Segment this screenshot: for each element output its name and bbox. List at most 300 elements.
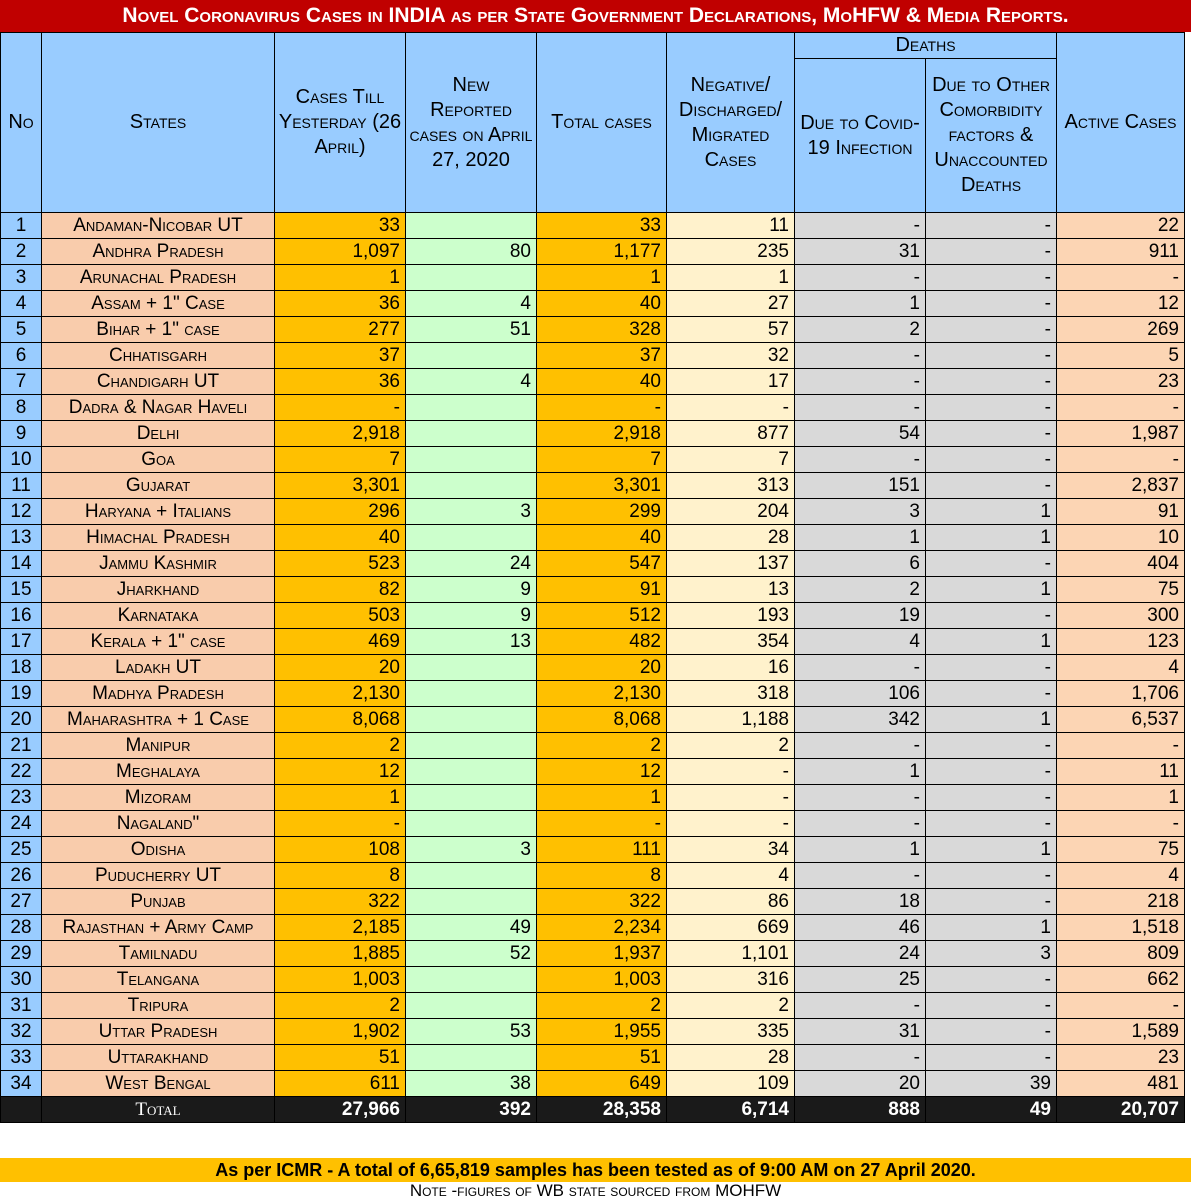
row-no: 1 — [1, 213, 42, 239]
row-negative: 11 — [667, 213, 795, 239]
row-no: 24 — [1, 811, 42, 837]
row-negative: 877 — [667, 421, 795, 447]
row-negative: 109 — [667, 1071, 795, 1097]
header-yesterday: Cases Till Yesterday (26 April) — [275, 33, 406, 213]
row-no: 5 — [1, 317, 42, 343]
table-row — [1, 239, 1185, 265]
row-death-other: - — [926, 1019, 1057, 1045]
row-death-other: - — [926, 603, 1057, 629]
row-total: 8,068 — [537, 707, 667, 733]
row-negative: 57 — [667, 317, 795, 343]
row-negative: 27 — [667, 291, 795, 317]
row-new — [406, 733, 537, 759]
row-total: 1 — [537, 785, 667, 811]
row-yesterday: - — [275, 395, 406, 421]
row-active: 10 — [1057, 525, 1185, 551]
row-active: 22 — [1057, 213, 1185, 239]
row-negative: 34 — [667, 837, 795, 863]
row-death-covid: 31 — [795, 1019, 926, 1045]
row-total: 12 — [537, 759, 667, 785]
row-total: 40 — [537, 291, 667, 317]
total-negative: 6,714 — [667, 1097, 795, 1123]
row-death-covid: - — [795, 369, 926, 395]
row-death-covid: 20 — [795, 1071, 926, 1097]
row-death-covid: - — [795, 447, 926, 473]
row-no: 29 — [1, 941, 42, 967]
row-new — [406, 993, 537, 1019]
row-death-other: 3 — [926, 941, 1057, 967]
row-yesterday: 51 — [275, 1045, 406, 1071]
row-state: Rajasthan + Army Camp — [42, 915, 275, 941]
row-active: 300 — [1057, 603, 1185, 629]
row-new: 49 — [406, 915, 537, 941]
row-no: 4 — [1, 291, 42, 317]
table-row — [1, 213, 1185, 239]
row-yesterday: 1 — [275, 785, 406, 811]
row-negative: 4 — [667, 863, 795, 889]
row-no: 17 — [1, 629, 42, 655]
row-death-covid: - — [795, 785, 926, 811]
row-total: 7 — [537, 447, 667, 473]
row-active: 809 — [1057, 941, 1185, 967]
row-no: 19 — [1, 681, 42, 707]
row-new — [406, 889, 537, 915]
row-active: 4 — [1057, 655, 1185, 681]
row-yesterday: 277 — [275, 317, 406, 343]
row-total: 547 — [537, 551, 667, 577]
table-row — [1, 395, 1185, 421]
row-no: 22 — [1, 759, 42, 785]
table-row — [1, 967, 1185, 993]
row-death-covid: 3 — [795, 499, 926, 525]
row-total: 2 — [537, 993, 667, 1019]
row-death-covid: 19 — [795, 603, 926, 629]
row-no: 23 — [1, 785, 42, 811]
row-active: 269 — [1057, 317, 1185, 343]
table-row — [1, 733, 1185, 759]
row-death-other: - — [926, 395, 1057, 421]
row-death-covid: - — [795, 811, 926, 837]
row-active: 404 — [1057, 551, 1185, 577]
row-no: 34 — [1, 1071, 42, 1097]
table-row — [1, 317, 1185, 343]
row-death-covid: - — [795, 395, 926, 421]
row-yesterday: 40 — [275, 525, 406, 551]
row-total: 1,937 — [537, 941, 667, 967]
row-active: 12 — [1057, 291, 1185, 317]
row-no: 20 — [1, 707, 42, 733]
table-row — [1, 889, 1185, 915]
row-no: 27 — [1, 889, 42, 915]
total-yesterday: 27,966 — [275, 1097, 406, 1123]
row-total: 33 — [537, 213, 667, 239]
row-negative: 28 — [667, 1045, 795, 1071]
row-active: 1,706 — [1057, 681, 1185, 707]
row-state: Tamilnadu — [42, 941, 275, 967]
row-total: 1,003 — [537, 967, 667, 993]
row-death-covid: 106 — [795, 681, 926, 707]
row-new — [406, 1045, 537, 1071]
row-death-covid: 18 — [795, 889, 926, 915]
row-yesterday: 3,301 — [275, 473, 406, 499]
table-row — [1, 811, 1185, 837]
row-death-other: 1 — [926, 915, 1057, 941]
row-active: 911 — [1057, 239, 1185, 265]
row-new — [406, 473, 537, 499]
total-label: Total — [42, 1097, 275, 1123]
row-state: Dadra & Nagar Haveli — [42, 395, 275, 421]
row-negative: 2 — [667, 733, 795, 759]
row-active: 481 — [1057, 1071, 1185, 1097]
header-states: States — [42, 33, 275, 213]
table-row — [1, 1045, 1185, 1071]
row-yesterday: 1 — [275, 265, 406, 291]
row-new: 13 — [406, 629, 537, 655]
table-row — [1, 525, 1185, 551]
row-negative: 316 — [667, 967, 795, 993]
row-state: Jammu Kashmir — [42, 551, 275, 577]
row-new: 80 — [406, 239, 537, 265]
row-death-other: - — [926, 759, 1057, 785]
row-total: 20 — [537, 655, 667, 681]
row-no: 11 — [1, 473, 42, 499]
row-no: 33 — [1, 1045, 42, 1071]
row-state: Kerala + 1" case — [42, 629, 275, 655]
row-new: 51 — [406, 317, 537, 343]
row-death-covid: 1 — [795, 291, 926, 317]
row-no: 12 — [1, 499, 42, 525]
row-total: 1,177 — [537, 239, 667, 265]
table-row — [1, 265, 1185, 291]
row-death-other: - — [926, 889, 1057, 915]
row-death-covid: - — [795, 733, 926, 759]
row-death-other: 39 — [926, 1071, 1057, 1097]
row-negative: 86 — [667, 889, 795, 915]
table-row — [1, 1019, 1185, 1045]
table-row — [1, 837, 1185, 863]
row-death-other: - — [926, 291, 1057, 317]
row-no: 14 — [1, 551, 42, 577]
row-negative: 669 — [667, 915, 795, 941]
row-active: 91 — [1057, 499, 1185, 525]
row-death-covid: - — [795, 863, 926, 889]
row-no: 30 — [1, 967, 42, 993]
table-row — [1, 629, 1185, 655]
table-row — [1, 343, 1185, 369]
row-death-covid: 54 — [795, 421, 926, 447]
row-active: 4 — [1057, 863, 1185, 889]
row-death-other: - — [926, 343, 1057, 369]
row-no: 26 — [1, 863, 42, 889]
row-negative: 1,101 — [667, 941, 795, 967]
row-state: Tripura — [42, 993, 275, 1019]
row-yesterday: 296 — [275, 499, 406, 525]
row-negative: 7 — [667, 447, 795, 473]
row-active: - — [1057, 993, 1185, 1019]
row-no: 32 — [1, 1019, 42, 1045]
row-yesterday: 37 — [275, 343, 406, 369]
row-yesterday: 469 — [275, 629, 406, 655]
table-row — [1, 681, 1185, 707]
row-total: 299 — [537, 499, 667, 525]
row-state: Arunachal Pradesh — [42, 265, 275, 291]
row-yesterday: 1,885 — [275, 941, 406, 967]
row-state: Puducherry UT — [42, 863, 275, 889]
row-yesterday: 8,068 — [275, 707, 406, 733]
table-body — [1, 213, 1185, 1097]
row-new — [406, 863, 537, 889]
cases-table — [0, 32, 1185, 1123]
table-row — [1, 785, 1185, 811]
row-negative: - — [667, 785, 795, 811]
row-negative: 28 — [667, 525, 795, 551]
table-row — [1, 603, 1185, 629]
header-active: Active Cases — [1057, 33, 1185, 213]
row-total: 2 — [537, 733, 667, 759]
row-state: Chandigarh UT — [42, 369, 275, 395]
row-new — [406, 525, 537, 551]
row-state: Delhi — [42, 421, 275, 447]
row-yesterday: 2 — [275, 733, 406, 759]
row-total: 3,301 — [537, 473, 667, 499]
row-death-covid: - — [795, 655, 926, 681]
row-death-other: - — [926, 317, 1057, 343]
row-total: 649 — [537, 1071, 667, 1097]
row-active: 662 — [1057, 967, 1185, 993]
row-no: 7 — [1, 369, 42, 395]
row-death-covid: 4 — [795, 629, 926, 655]
row-no: 10 — [1, 447, 42, 473]
row-state: Chhatisgarh — [42, 343, 275, 369]
row-state: Manipur — [42, 733, 275, 759]
row-active: - — [1057, 733, 1185, 759]
total-death-covid: 888 — [795, 1097, 926, 1123]
row-death-covid: - — [795, 993, 926, 1019]
row-no: 25 — [1, 837, 42, 863]
row-active: 5 — [1057, 343, 1185, 369]
table-row — [1, 915, 1185, 941]
table-header — [1, 33, 1185, 213]
row-new — [406, 681, 537, 707]
icmr-note: As per ICMR - A total of 6,65,819 samples has been tested as of 9:00 AM on 27 April 2020. — [0, 1158, 1191, 1182]
row-death-other: 1 — [926, 707, 1057, 733]
table-row — [1, 421, 1185, 447]
table-row — [1, 369, 1185, 395]
row-active: 123 — [1057, 629, 1185, 655]
row-negative: 137 — [667, 551, 795, 577]
row-death-other: - — [926, 421, 1057, 447]
row-negative: 313 — [667, 473, 795, 499]
row-total: - — [537, 811, 667, 837]
table-row — [1, 499, 1185, 525]
row-active: 1,987 — [1057, 421, 1185, 447]
row-death-other: - — [926, 473, 1057, 499]
row-death-other: - — [926, 733, 1057, 759]
row-negative: 16 — [667, 655, 795, 681]
row-active: - — [1057, 265, 1185, 291]
table-row — [1, 759, 1185, 785]
row-no: 16 — [1, 603, 42, 629]
row-state: Meghalaya — [42, 759, 275, 785]
row-state: Jharkhand — [42, 577, 275, 603]
row-total: 2,918 — [537, 421, 667, 447]
row-new: 4 — [406, 291, 537, 317]
source-note: Note -figures of WB state sourced from MOHFW — [0, 1182, 1191, 1200]
row-new — [406, 213, 537, 239]
header-total: Total cases — [537, 33, 667, 213]
row-death-other: - — [926, 993, 1057, 1019]
row-total: 37 — [537, 343, 667, 369]
row-state: Goa — [42, 447, 275, 473]
row-death-covid: - — [795, 213, 926, 239]
table-row — [1, 863, 1185, 889]
row-death-other: - — [926, 369, 1057, 395]
table-row — [1, 291, 1185, 317]
row-state: Ladakh UT — [42, 655, 275, 681]
row-yesterday: 8 — [275, 863, 406, 889]
row-death-covid: 46 — [795, 915, 926, 941]
total-row — [1, 1097, 1185, 1123]
header-death-covid: Due to Covid-19 Infection — [795, 59, 926, 213]
row-total: 512 — [537, 603, 667, 629]
row-total: 1,955 — [537, 1019, 667, 1045]
table-row — [1, 655, 1185, 681]
row-yesterday: 108 — [275, 837, 406, 863]
row-death-covid: - — [795, 265, 926, 291]
row-yesterday: 7 — [275, 447, 406, 473]
row-active: - — [1057, 447, 1185, 473]
row-negative: - — [667, 811, 795, 837]
row-death-other: 1 — [926, 577, 1057, 603]
total-total: 28,358 — [537, 1097, 667, 1123]
row-death-other: - — [926, 863, 1057, 889]
header-death-other: Due to Other Comorbidity factors & Unaccounted Deaths — [926, 59, 1057, 213]
row-negative: 1 — [667, 265, 795, 291]
row-new — [406, 811, 537, 837]
total-no-cell — [1, 1097, 42, 1123]
row-death-other: - — [926, 785, 1057, 811]
row-active: 23 — [1057, 1045, 1185, 1071]
row-yesterday: 523 — [275, 551, 406, 577]
row-death-covid: 2 — [795, 577, 926, 603]
row-death-covid: - — [795, 1045, 926, 1071]
row-new — [406, 655, 537, 681]
row-negative: 354 — [667, 629, 795, 655]
row-negative: 1,188 — [667, 707, 795, 733]
row-death-covid: 6 — [795, 551, 926, 577]
row-total: 1 — [537, 265, 667, 291]
table-row — [1, 941, 1185, 967]
row-yesterday: - — [275, 811, 406, 837]
row-state: Punjab — [42, 889, 275, 915]
row-state: Nagaland" — [42, 811, 275, 837]
row-state: Haryana + Italians — [42, 499, 275, 525]
row-no: 13 — [1, 525, 42, 551]
row-state: Uttar Pradesh — [42, 1019, 275, 1045]
row-yesterday: 2,185 — [275, 915, 406, 941]
table-total — [1, 1097, 1185, 1123]
header-negative: Negative/ Discharged/ Migrated Cases — [667, 33, 795, 213]
row-death-covid: 1 — [795, 759, 926, 785]
row-no: 28 — [1, 915, 42, 941]
row-total: 40 — [537, 525, 667, 551]
row-death-covid: 1 — [795, 525, 926, 551]
row-death-other: - — [926, 447, 1057, 473]
table-row — [1, 447, 1185, 473]
header-no: No — [1, 33, 42, 213]
row-yesterday: 82 — [275, 577, 406, 603]
row-negative: 2 — [667, 993, 795, 1019]
header-new: New Reported cases on April 27, 2020 — [406, 33, 537, 213]
sheet-title: Novel Coronavirus Cases in INDIA as per State Government Declarations, MoHFW & Media Reports. — [0, 0, 1191, 32]
row-new — [406, 265, 537, 291]
row-state: West Bengal — [42, 1071, 275, 1097]
row-total: 51 — [537, 1045, 667, 1071]
table-row — [1, 473, 1185, 499]
row-new — [406, 421, 537, 447]
row-negative: 193 — [667, 603, 795, 629]
row-no: 2 — [1, 239, 42, 265]
row-death-other: - — [926, 1045, 1057, 1071]
row-yesterday: 12 — [275, 759, 406, 785]
row-total: 2,234 — [537, 915, 667, 941]
row-total: 111 — [537, 837, 667, 863]
row-total: 40 — [537, 369, 667, 395]
row-state: Uttarakhand — [42, 1045, 275, 1071]
row-yesterday: 2,130 — [275, 681, 406, 707]
row-new — [406, 447, 537, 473]
row-yesterday: 33 — [275, 213, 406, 239]
row-active: 1 — [1057, 785, 1185, 811]
row-no: 31 — [1, 993, 42, 1019]
row-new — [406, 707, 537, 733]
row-state: Assam + 1" Case — [42, 291, 275, 317]
row-death-covid: 151 — [795, 473, 926, 499]
table-row — [1, 551, 1185, 577]
row-new — [406, 759, 537, 785]
row-state: Odisha — [42, 837, 275, 863]
row-new: 9 — [406, 577, 537, 603]
total-new: 392 — [406, 1097, 537, 1123]
row-yesterday: 611 — [275, 1071, 406, 1097]
row-new: 38 — [406, 1071, 537, 1097]
row-yesterday: 1,902 — [275, 1019, 406, 1045]
row-active: 75 — [1057, 577, 1185, 603]
row-active: 2,837 — [1057, 473, 1185, 499]
row-negative: - — [667, 759, 795, 785]
row-death-other: 1 — [926, 837, 1057, 863]
row-state: Madhya Pradesh — [42, 681, 275, 707]
row-active: 1,518 — [1057, 915, 1185, 941]
row-negative: 235 — [667, 239, 795, 265]
row-new: 53 — [406, 1019, 537, 1045]
row-yesterday: 1,003 — [275, 967, 406, 993]
row-state: Gujarat — [42, 473, 275, 499]
row-yesterday: 503 — [275, 603, 406, 629]
row-new — [406, 785, 537, 811]
row-death-covid: - — [795, 343, 926, 369]
row-yesterday: 36 — [275, 369, 406, 395]
row-death-other: - — [926, 213, 1057, 239]
row-death-other: 1 — [926, 629, 1057, 655]
row-death-covid: 25 — [795, 967, 926, 993]
row-yesterday: 20 — [275, 655, 406, 681]
row-state: Andaman-Nicobar UT — [42, 213, 275, 239]
row-negative: - — [667, 395, 795, 421]
row-new: 4 — [406, 369, 537, 395]
row-total: 2,130 — [537, 681, 667, 707]
row-new: 24 — [406, 551, 537, 577]
